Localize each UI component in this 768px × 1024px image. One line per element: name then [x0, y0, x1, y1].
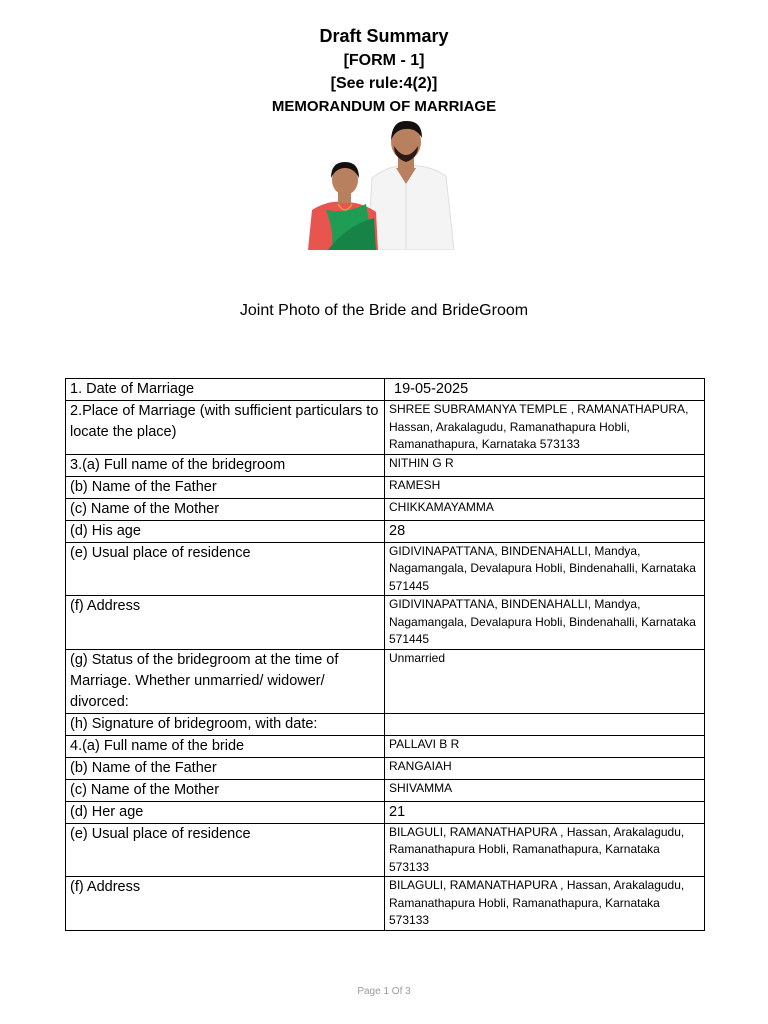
bride-figure: [308, 162, 378, 250]
row-label: (d) Her age: [66, 801, 385, 823]
row-value: 21: [385, 801, 705, 823]
row-label: (f) Address: [66, 877, 385, 931]
table-row: [66, 823, 705, 877]
table-row: [66, 454, 705, 476]
rule-reference: [See rule:4(2)]: [330, 75, 438, 92]
table-row: [66, 379, 705, 401]
row-label: (g) Status of the bridegroom at the time of Marriage. Whether unmarried/ widower/ divorced:: [66, 649, 385, 713]
row-value: 19-05-2025: [385, 379, 705, 401]
row-label: (d) His age: [66, 520, 385, 542]
marriage-details-table: [65, 378, 705, 931]
row-label: (e) Usual place of residence: [66, 542, 385, 596]
row-value: Unmarried: [385, 649, 705, 713]
row-value: BILAGULI, RAMANATHAPURA , Hassan, Arakalagudu, Ramanathapura Hobli, Ramanathapura, Karnataka 573133: [385, 823, 705, 877]
document-title: Draft Summary: [319, 26, 449, 46]
table-row: [66, 779, 705, 801]
row-label: (b) Name of the Father: [66, 476, 385, 498]
memorandum-heading: MEMORANDUM OF MARRIAGE: [271, 98, 497, 115]
table-row: [66, 476, 705, 498]
table-row: [66, 713, 705, 735]
row-value: SHREE SUBRAMANYA TEMPLE , RAMANATHAPURA, Hassan, Arakalagudu, Ramanathapura Hobli, Ramanathapura, Karnataka 573133: [385, 401, 705, 455]
row-label: 4.(a) Full name of the bride: [66, 735, 385, 757]
row-value: RANGAIAH: [385, 757, 705, 779]
row-label: 2.Place of Marriage (with sufficient particulars to locate the place): [66, 401, 385, 455]
row-value: GIDIVINAPATTANA, BINDENAHALLI, Mandya, Nagamangala, Devalapura Hobli, Bindenahalli, Karnataka 571445: [385, 596, 705, 650]
row-label: 1. Date of Marriage: [66, 379, 385, 401]
table-row: [66, 520, 705, 542]
couple-photo: [288, 118, 480, 250]
row-label: (h) Signature of bridegroom, with date:: [66, 713, 385, 735]
table-row: [66, 649, 705, 713]
row-label: (c) Name of the Mother: [66, 779, 385, 801]
row-value: BILAGULI, RAMANATHAPURA , Hassan, Arakalagudu, Ramanathapura Hobli, Ramanathapura, Karnataka 573133: [385, 877, 705, 931]
form-number: [FORM - 1]: [343, 52, 425, 69]
table-row: [66, 877, 705, 931]
page-number: Page 1 Of 3: [357, 986, 411, 997]
row-label: (b) Name of the Father: [66, 757, 385, 779]
row-value: NITHIN G R: [385, 454, 705, 476]
row-value: RAMESH: [385, 476, 705, 498]
groom-figure: [368, 121, 454, 250]
row-label: (e) Usual place of residence: [66, 823, 385, 877]
table-row: [66, 401, 705, 455]
signature-value: [385, 713, 705, 735]
row-value: SHIVAMMA: [385, 779, 705, 801]
table-row: [66, 498, 705, 520]
row-label: (f) Address: [66, 596, 385, 650]
table-row: [66, 735, 705, 757]
row-value: GIDIVINAPATTANA, BINDENAHALLI, Mandya, Nagamangala, Devalapura Hobli, Bindenahalli, Karnataka 571445: [385, 542, 705, 596]
row-value: CHIKKAMAYAMMA: [385, 498, 705, 520]
table-row: [66, 757, 705, 779]
row-label: 3.(a) Full name of the bridegroom: [66, 454, 385, 476]
row-value: 28: [385, 520, 705, 542]
photo-caption: Joint Photo of the Bride and BrideGroom: [239, 302, 529, 319]
table-row: [66, 801, 705, 823]
table-row: [66, 542, 705, 596]
table-row: [66, 596, 705, 650]
row-value: PALLAVI B R: [385, 735, 705, 757]
couple-photo-illustration: [288, 118, 480, 250]
row-label: (c) Name of the Mother: [66, 498, 385, 520]
